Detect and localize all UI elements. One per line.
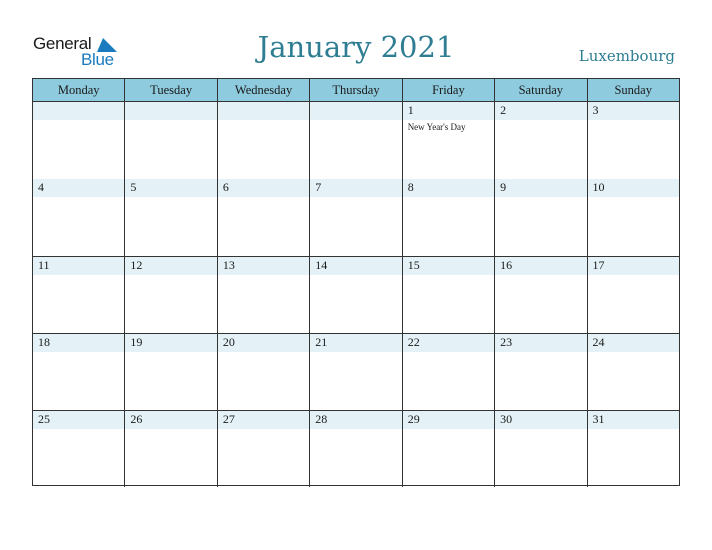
weekday-friday: Friday [402,79,494,101]
day-number: 2 [500,103,507,117]
day-cell-band [310,102,401,120]
day-cell [124,179,216,256]
day-cell [309,257,401,333]
weekday-tuesday: Tuesday [124,79,216,101]
day-cell [587,257,679,333]
day-cell [33,411,124,487]
day-number: 29 [407,412,420,426]
day-cell [494,102,586,179]
day-number: 24 [592,335,605,349]
day-number: 20 [222,335,235,349]
logo-text-general: General [33,34,92,53]
day-number: 12 [130,258,143,272]
day-number: 7 [315,180,322,194]
day-number: 31 [592,412,605,426]
day-cell [494,179,586,256]
day-cell [217,257,309,333]
week-row [33,410,679,487]
day-number: 8 [407,180,414,194]
day-cell [309,411,401,487]
day-cell-band [125,102,216,120]
day-number: 1 [407,103,414,117]
day-cell [33,102,124,179]
day-cell [33,257,124,333]
day-number: 21 [315,335,328,349]
day-cell-band [310,179,401,197]
day-cell [217,102,309,179]
day-number: 14 [315,258,328,272]
day-cell [587,102,679,179]
day-number: 15 [407,258,420,272]
day-cell [124,411,216,487]
day-number: 27 [222,412,235,426]
day-cell-band [403,102,494,120]
holiday-label: New Year's Day [407,122,466,132]
day-cell [587,334,679,410]
day-number: 25 [38,412,50,426]
day-number: 28 [315,412,328,426]
day-number: 26 [130,412,143,426]
day-cell-band [218,102,309,120]
day-number: 23 [500,335,513,349]
day-number: 10 [592,180,605,194]
day-cell-band [33,179,124,197]
day-number: 16 [500,258,513,272]
day-cell-band [33,102,124,120]
day-number: 22 [407,335,420,349]
day-number: 19 [130,335,143,349]
day-cell [309,334,401,410]
week-row [33,333,679,410]
day-cell [309,179,401,256]
day-number: 4 [38,180,44,194]
logo-text-blue: Blue [81,50,114,69]
weekday-monday: Monday [57,83,100,97]
day-number: 11 [38,258,50,272]
day-number: 9 [500,180,507,194]
day-cell [587,179,679,256]
calendar-title: January 2021 [257,30,455,64]
week-row [33,179,679,256]
day-cell [402,179,494,256]
day-cell [217,411,309,487]
day-number: 6 [222,180,229,194]
day-cell [587,411,679,487]
weekday-thursday: Thursday [309,79,401,101]
day-cell [494,411,586,487]
day-number: 13 [222,258,235,272]
day-cell [124,257,216,333]
day-cell [124,334,216,410]
day-number: 5 [130,180,137,194]
day-cell [33,179,124,256]
day-cell-band [218,179,309,197]
day-number: 30 [500,412,513,426]
day-cell [402,257,494,333]
country-label: Luxembourg [578,47,675,65]
day-number: 18 [38,335,50,349]
day-number: 3 [592,103,599,117]
day-cell [217,179,309,256]
day-cell [494,257,586,333]
calendar-grid [32,78,680,486]
day-cell-band [495,102,586,120]
day-cell [309,102,401,179]
weeks-container [33,102,679,487]
day-cell-band [495,179,586,197]
day-cell-band [403,179,494,197]
week-row [33,102,679,179]
weekday-saturday: Saturday [494,79,586,101]
day-cell-band [588,102,679,120]
day-cell [124,102,216,179]
weekday-header-row [33,79,679,102]
day-number: 17 [592,258,605,272]
week-row [33,256,679,333]
weekday-wednesday: Wednesday [217,79,309,101]
day-cell [494,334,586,410]
day-cell [402,411,494,487]
day-cell [217,334,309,410]
day-cell [33,334,124,410]
day-cell [402,102,494,179]
day-cell-band [125,179,216,197]
day-cell [402,334,494,410]
weekday-sunday: Sunday [587,79,679,101]
